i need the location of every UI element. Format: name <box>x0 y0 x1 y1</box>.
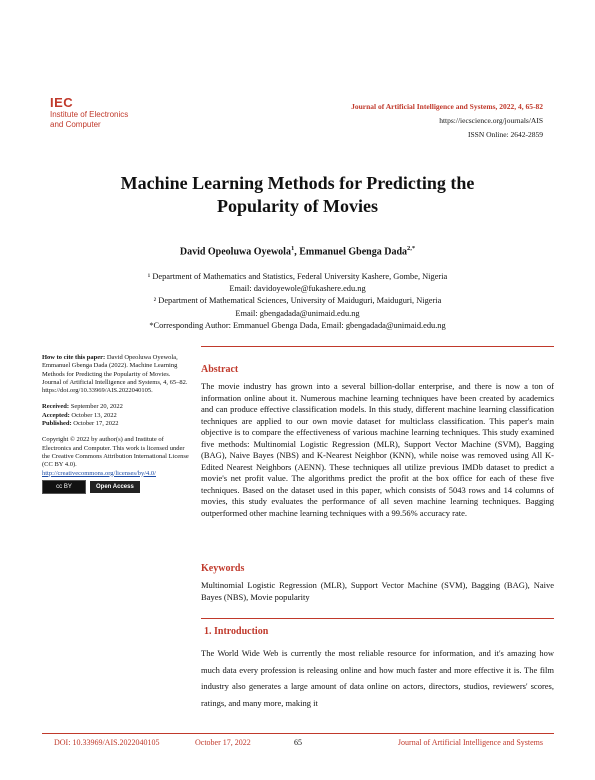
author-name: David Opeoluwa Oyewola <box>179 246 291 258</box>
footer-journal: Journal of Artificial Intelligence and Systems <box>397 738 543 747</box>
accepted-label: Accepted: <box>42 411 70 419</box>
author-separator: , <box>294 246 300 258</box>
corresponding-author: *Corresponding Author: Emmanuel Gbenga Dada, Email: gbengadada@unimaid.edu.ng <box>149 320 446 330</box>
keywords-text: Multinomial Logistic Regression (MLR), Support Vector Machine (SVM), Bagging (BAG), Naive Bayes (NBS), Movie popularity <box>201 580 554 602</box>
journal-info <box>351 100 543 142</box>
affiliation-1-email[interactable]: Email: davidoyewole@fukashere.edu.ng <box>229 284 366 294</box>
author-affiliation-mark: 1 <box>290 245 295 252</box>
divider <box>201 618 554 619</box>
dates-block <box>42 403 190 428</box>
affiliation-1: ¹ Department of Mathematics and Statistics, Federal University Kashere, Gombe, Nigeria <box>147 272 448 281</box>
received-label: Received: <box>42 403 70 411</box>
article-sidebar <box>42 354 190 494</box>
logo-subtitle-line-2: and Computer <box>50 120 101 129</box>
author-name: Emmanuel Gbenga Dada <box>299 246 408 258</box>
affiliation-2: ² Department of Mathematical Sciences, University of Maiduguri, Maiduguri, Nigeria <box>153 296 442 306</box>
license-badges <box>42 480 190 494</box>
paper-title-line-2: Popularity of Movies <box>217 196 378 216</box>
footer-doi[interactable]: DOI: 10.33969/AIS.2022040105 <box>54 738 160 747</box>
abstract-heading: Abstract <box>201 364 239 375</box>
paper-title-line-1: Machine Learning Methods for Predicting the <box>120 173 475 193</box>
cc-by-badge-icon[interactable]: cc BY <box>42 480 86 494</box>
accepted-date: October 13, 2022 <box>69 411 117 419</box>
footer-divider <box>42 733 554 734</box>
keywords-heading: Keywords <box>201 563 245 574</box>
publisher-logo <box>50 95 160 130</box>
journal-url[interactable]: https://iecscience.org/journals/AIS <box>439 116 543 125</box>
page-number: 65 <box>294 738 302 747</box>
published-date: October 17, 2022 <box>71 420 119 428</box>
footer-date: October 17, 2022 <box>195 738 251 747</box>
affiliations <box>60 271 535 332</box>
author-affiliation-mark: 2,* <box>407 245 416 252</box>
open-access-badge: Open Access <box>90 481 140 493</box>
license-link[interactable]: http://creativecommons.org/licenses/by/4.0/ <box>42 469 156 477</box>
logo-iec: IEC <box>50 95 74 110</box>
paper-title <box>60 172 535 218</box>
author-list <box>60 245 535 257</box>
introduction-text: The World Wide Web is currently the most reliable resource for information, and it's amazing how much data every profession is releasing online and how much faster and more effective it is. The film industry also generates a large amount of data online on actors, directors, studios, reviewers' scores, ratings, and many more, making it <box>201 648 554 708</box>
citation-block <box>42 354 190 395</box>
copyright-text: Copyright © 2022 by author(s) and Institute of Electronics and Computer. This work is licensed under the Creative Commons Attribution International License (CC BY 4.0). <box>42 436 189 469</box>
affiliation-2-email[interactable]: Email: gbengadada@unimaid.edu.ng <box>235 308 360 318</box>
journal-citation-line: Journal of Artificial Intelligence and Systems, 2022, 4, 65-82 <box>351 102 543 111</box>
journal-issn: ISSN Online: 2642-2859 <box>468 130 543 139</box>
received-date: September 20, 2022 <box>69 403 123 411</box>
logo-subtitle-line-1: Institute of Electronics <box>50 110 129 119</box>
introduction-heading: 1. Introduction <box>204 626 269 637</box>
citation-text: David Opeoluwa Oyewola, Emmanuel Gbenga Dada (2022). Machine Learning Methods for Predicting the Popularity of Movies. Journal of Artificial Intelligence and Systems, 4, 65–82. https://doi.org/10.33969/AIS.2022040105. <box>42 354 188 395</box>
citation-label: How to cite this paper: <box>42 354 106 361</box>
published-label: Published: <box>42 420 72 428</box>
abstract-text: The movie industry has grown into a several billion-dollar enterprise, and there is now a ton of information online about it. Numerous machine learning techniques have been created by academics and can produce effective classification models. In this study, different machine learning classification techniques are applied to our own movie dataset for multiclass classification. This paper's main objective is to compare the effectiveness of various machine learning techniques. This study examined five methods: Multinomial Logistic Regression (MLR), Support Vector Machine (SVM), Bagging (BAG), Naive Bayes (NBS) and K-Nearest Neighbor (KNN), while noise was removed using All K-Edited Nearest Neighbors (AENN). These techniques all utilize previous IMDb dataset to predict a movie's net profit value. The algorithms predict the profit at the box office for each of these five techniques. Based on the dataset used in this paper, which consists of 5043 rows and 14 columns of movies, this study evaluates the performance of all seven machine learning techniques. Bagging outperformed other machine learning techniques with a 99.56% accuracy rate. <box>201 381 554 518</box>
divider <box>201 346 554 347</box>
